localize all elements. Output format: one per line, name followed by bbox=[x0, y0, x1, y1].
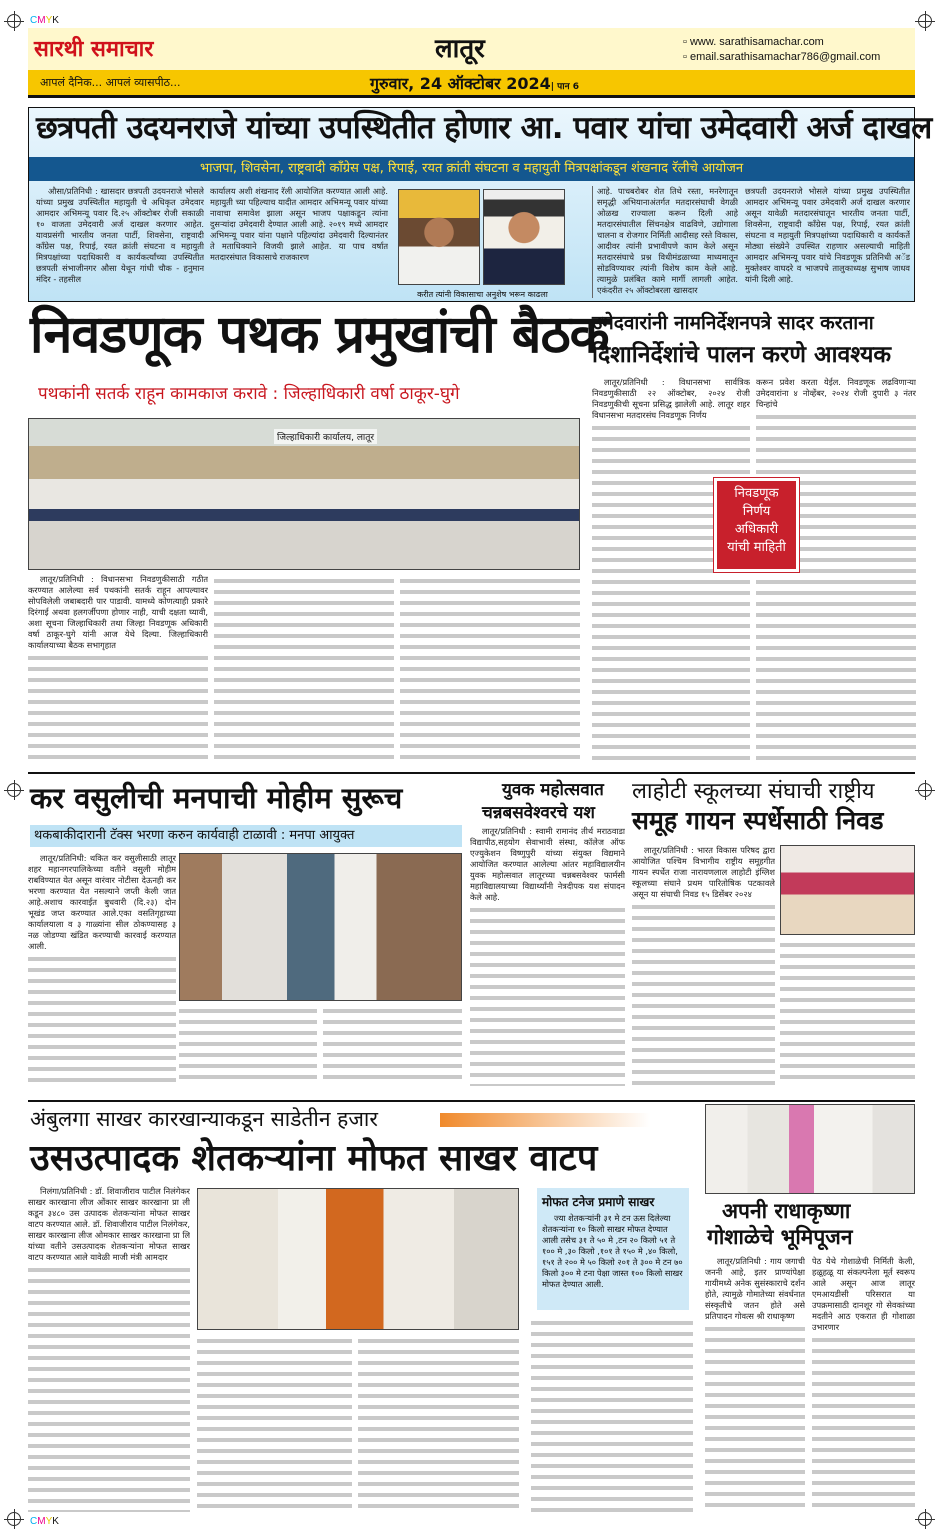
paper-name: सारथी समाचार bbox=[34, 37, 154, 62]
story-8-column: लातूर/प्रतिनिधी : गाय जगाची जननी आहे, इतर प्राण्यांपेक्षा गायीमध्ये अनेक सुसंस्काराचे दर्शन होते, त्यामुळे गोमातेच्या संवर्धनात संस्कृतीचे जतन होते असे प्रतिपादन गोवत्स श्री राधाकृष्ण bbox=[705, 1256, 805, 1512]
story-1-column: आहे. पाचबरोबर शेत तिथे रस्ता, मनरेगातून समृद्धी अभियानाअंतर्गत मतदारसंघाची वेगळी ओळख राज्याला करून दिली आहे मतदारसंघातील सिंचनक्षेत्र वाढविणे, उद्योगाला चालना व रोजगार निर्मिती आदीसह रस्ते विकास, आदीवर त्यांनी प्रभावीपणे काम केले असून मतदारसंघाचे प्रश्न विधीमंडळाच्या माध्यमातून सोडविण्यावर त्यांनी विशेष काम केले आहे. त्यामुळे प्रलंबित कामे मार्गी लागली आहेत. एकंदरीत २५ ऑक्टोबरला खासदार bbox=[592, 186, 738, 298]
story-8-headline: अपनी राधाकृष्णा bbox=[722, 1199, 851, 1223]
meeting-photo bbox=[28, 418, 580, 570]
story-5-column: लातूर/प्रतिनिधी : स्वामी रामानंद तीर्थ मराठवाडा विद्यापीठ,सहयोग सेवाभावी संस्था, कॉलेज ऑफ एज्युकेशन विष्णुपुरी यांच्या संयुक्त विद्यमाने आयोजित करण्यात आलेल्या आंतर महाविद्यालयीन युवक महोत्सवात लातूरच्या चन्नबसवेश्वर फार्मसी महाविद्यालयाच्या विद्यार्थ्यांनी नेत्रदीपक यश संपादन केले आहे. bbox=[470, 826, 625, 1086]
story-2-column bbox=[400, 574, 580, 762]
story-1-photo-caption: करीत त्यांनी विकासाचा अनुशेष भरून काढला bbox=[417, 290, 548, 299]
story-4-column bbox=[323, 1004, 462, 1084]
sugar-distribution-photo bbox=[197, 1188, 519, 1330]
candidate-photo-turban bbox=[398, 189, 480, 285]
registration-mark-icon bbox=[918, 783, 932, 797]
story-6-column: लातूर/प्रतिनिधी : भारत विकास परिषद द्वारा आयोजित पश्चिम विभागीय राष्ट्रीय समूहगीत गायन स्पर्धेत राजा नारायणलाल लाहोटी इंग्लिश स्कूलच्या संघाने प्रथम पारितोषिक पटकावले असून या संघाची निवड १५ डिसेंबर २०२४ bbox=[632, 845, 775, 1085]
issue-date: गुरुवार, 24 ऑक्टोबर 2024| पान 6 bbox=[370, 74, 579, 93]
divider bbox=[28, 1100, 915, 1102]
story-1-column: छत्रपती उदयनराजे भोसले यांच्या प्रमुख उपस्थितीत आमदार अभिमन्यू पवार उमेदवारी अर्ज दाखल करणार असून यावेळी मतदारसंघातून भारतीय जनता पार्टी, शिवसेना, राष्ट्रवादी कॉंग्रेस पक्ष, रिपाई, रयत क्रांती संघटना व महायुती मित्रपक्षांच्या पदाधिकारी व कार्यकर्ते मोठ्या संख्येने उपस्थित राहणार असल्याची माहिती आमदार अभिमन्यू पवार यांचे निवडणूक प्रतिनिधी अॅड मुक्तेश्वर वाघदरे व भाजपचे तालुकाध्यक्ष सुभाष जाधव यांनी दिली आहे. bbox=[745, 186, 910, 284]
story-8-column: पेठ येथे गोशाळेची निर्मिती केली, हळूहळू या संकल्पनेला मूर्त स्वरूप आले असून आज लातूर एमआयडीसी परिसरात या उपक्रमासाठी दानशूर गो सेवकांच्या मदतीने आठ एकरात ही गोशाळा उभारणार bbox=[812, 1256, 915, 1512]
story-3-headline: उमेदवारांनी नामनिर्देशनपत्रे सादर करताना bbox=[592, 312, 874, 334]
photo-caption: जिल्हाधिकारी कार्यालय, लातूर bbox=[274, 429, 377, 444]
story-7-column bbox=[358, 1334, 519, 1512]
story-3-column: लातूर/प्रतिनिधी : विधानसभा सार्वत्रिक निवडणुकीसाठी २२ ऑक्टोबर, २०२४ रोजी निवडणुकीची सूचना प्रसिद्ध झालेली आहे. लातूर शहर विधानसभा मतदारसंघ निवडणूक निर्णय bbox=[592, 377, 750, 762]
cmyk-mark: CMYK bbox=[30, 1516, 59, 1527]
story-2-column bbox=[214, 574, 394, 762]
tagline: आपलं दैनिक... आपलं व्यासपीठ... bbox=[40, 76, 181, 89]
registration-mark-icon bbox=[918, 14, 932, 28]
story-4-column: लातूर/प्रतिनिधी: थकित कर वसुलीसाठी लातूर शहर महानगरपालिकेच्या वतीने वसुली मोहीम राबविण्यात येत असून वारंवार नोटीसा देऊनही कर भरणा करण्यात येत नसल्याने जप्ती केली जात आहे.अशाच कारवाईत बुधवारी (दि.२३) दोन भूखंड जप्त करण्यात आले.एका वसतिगृहाच्या कार्यालयाला व ३ गाळ्यांना सील ठोकण्यासह ३ नळ जोडण्या खंडित करण्याची कारवाई करण्यात आली. bbox=[28, 853, 176, 1083]
tax-drive-photo bbox=[179, 853, 462, 1001]
story-3-headline: दिशानिर्देशांचे पालन करणे आवश्यक bbox=[592, 342, 892, 368]
school-group-photo bbox=[780, 845, 915, 935]
story-1-column: औसा/प्रतिनिधी : खासदार छत्रपती उदयनराजे भोसले यांच्या प्रमुख उपस्थितीत महायुती चे अधिकृत उमेदवार आमदार अभिमन्यू पवार दि.२५ ऑक्टोबर रोजी सकाळी १० वाजता उमेदवारी अर्ज दाखल करणार आहेत. यावप्रसंगी भारतीय जनता पार्टी, शिवसेना, राष्ट्रवादी कॉंग्रेस पक्ष, रिपाई, रयत क्रांती संघटना व महायुती मित्रपक्षांच्या पदाधिकारी व कार्यकर्त्यांच्या उपस्थितीत छत्रपती संभाजीनगर औसा येथून गांधी चौक - हनुमान मंदिर - तहसील bbox=[36, 186, 204, 284]
story-1-column: कार्यालय अशी शंखनाद रॅली आयोजित करण्यात आली आहे. महायुती च्या पहिल्याच यादीत आमदार अभिमन्यू पवार यांच्या नावाचा समावेश झाला असून भाजप पक्षाकडून त्यांना दुसऱ्यांदा उमेदवारी देण्यात आली आहे. २०१९ मध्ये आमदार अभिमन्यू पवार यांना पक्षाने पहिल्यांदा उमेदवारी दिल्यानंतर ते मताधिक्याने विजयी झाले आहेत. या पाच वर्षात मतदारसंघात विकासाचे राजकारण bbox=[210, 186, 388, 262]
divider bbox=[28, 772, 915, 774]
website-link[interactable]: ▫ www. sarathisamachar.com bbox=[683, 36, 824, 48]
candidate-photo-suit bbox=[483, 189, 565, 285]
story-4-subhead: थकबाकीदारानी टॅक्स भरणा करुन कार्यवाही टाळावी : मनपा आयुक्त bbox=[30, 825, 462, 847]
edition-name: लातूर bbox=[435, 34, 485, 64]
story-7-headline: उसउत्पादक शेतकऱ्यांना मोफत साखर वाटप bbox=[30, 1138, 598, 1179]
registration-mark-icon bbox=[7, 1512, 21, 1526]
story-6-headline: समूह गायन स्पर्धेसाठी निवड bbox=[632, 806, 884, 835]
story-3-column: करून प्रवेश करता येईल. निवडणूक लढविणाऱ्या उमेदवारांना ४ नोव्हेंबर, २०२४ रोजी दुपारी ३ नंतर चिन्हांचे bbox=[756, 377, 916, 762]
tonnage-box bbox=[537, 1188, 689, 1310]
groundbreaking-photo bbox=[705, 1104, 915, 1194]
story-6-headline: लाहोटी स्कूलच्या संघाची राष्ट्रीय bbox=[632, 779, 875, 804]
tonnage-box-title: मोफत टनेज प्रमाणे साखर bbox=[542, 1195, 655, 1209]
registration-mark-icon bbox=[7, 14, 21, 28]
email-link[interactable]: ▫ email.sarathisamachar786@gmail.com bbox=[683, 51, 881, 63]
tonnage-box-text: ज्या शेतकऱ्यांनी ३१ मे टन ऊस दिलेल्या शेतकऱ्यांना १० किलो साखर मोफत देण्यात आली तसेच ३१ ते ५० मे ,टन २० किलो ५१ ते १०० मे ,३० किलो ,१०१ ते १५० मे ,४० किलो, १५१ ते २०० मे ५० किलो २०१ ते ३०० मे टन ७० किलो ३०० मे टना पेक्षा जास्त १०० किलो साखर मोफत देण्यात आली. bbox=[542, 1213, 683, 1289]
decorative-bar bbox=[440, 1113, 650, 1127]
story-1-headline: छत्रपती उदयनराजे यांच्या उपस्थितीत होणार आ. पवार यांचा उमेदवारी अर्ज दाखल bbox=[36, 110, 932, 146]
story-4-column bbox=[179, 1004, 317, 1084]
story-6-column bbox=[780, 938, 915, 1085]
story-5-headline: युवक महोत्सवात bbox=[502, 780, 604, 800]
info-box: निवडणूक निर्णय अधिकारी यांची माहिती bbox=[714, 478, 799, 572]
story-2-subhead: पथकांनी सतर्क राहून कामकाज करावे : जिल्हाधिकारी वर्षा ठाकूर-घुगे bbox=[38, 384, 460, 404]
story-7-kicker: अंबुलगा साखर कारखान्याकडून साडेतीन हजार bbox=[30, 1107, 378, 1131]
cmyk-mark: CMYK bbox=[30, 15, 59, 26]
registration-mark-icon bbox=[7, 783, 21, 797]
story-1-subhead: भाजपा, शिवसेना, राष्ट्रवादी कॉंग्रेस पक्ष, रिपाई, रयत क्रांती संघटना व महायुती मित्रपक्षांकडून शंखनाद रॅलीचे आयोजन bbox=[29, 157, 914, 181]
story-2-headline: निवडणूक पथक प्रमुखांची बैठक bbox=[30, 305, 609, 365]
story-4-headline: कर वसुलीची मनपाची मोहीम सुरूच bbox=[30, 781, 403, 815]
story-7-column bbox=[531, 1316, 693, 1512]
story-8-headline: गोशाळेचे भूमिपूजन bbox=[707, 1225, 853, 1249]
story-7-column bbox=[197, 1334, 352, 1512]
story-7-column: निलंगा/प्रतिनिधी : डॉ. शिवाजीराव पाटील निलंगेकर साखर कारखाना लीज ओंकार साखर कारखाना प्रा ली कडून ३४८० उस उत्पादक शेतकऱ्यांना मोफत साखर वाटप करण्यात आले. डॉ. शिवाजीराव पाटील निलंगेकर, साखर कारखाना लीज ओमकार साखर कारखाना प्रा लि यांच्या वतीने उसउत्पादक शेतकऱ्यांना मोफत साखर वाटप करण्यात आले यावेळी माजी मंत्री आमदार bbox=[28, 1186, 190, 1512]
story-5-headline: चन्नबसवेश्वरचे यश bbox=[482, 803, 595, 823]
registration-mark-icon bbox=[918, 1512, 932, 1526]
story-2-column: लातूर/प्रतिनिधी : विधानसभा निवडणुकीसाठी गठीत करण्यात आलेल्या सर्व पथकांनी सतर्क राहून आपल्यावर सोपविलेली जबाबदारी पार पाडावी. यामध्ये कोणत्याही प्रकारे दिरंगाई अथवा हलगर्जीपणा होणार नाही, याची दक्षता घ्यावी, अशा सूचना जिल्हाधिकारी तथा जिल्हा निवडणूक अधिकारी वर्षा ठाकूर-घुगे यांनी आज येथे दिल्या. जिल्हाधिकारी कार्यालयाच्या बैठक सभागृहात bbox=[28, 574, 208, 762]
